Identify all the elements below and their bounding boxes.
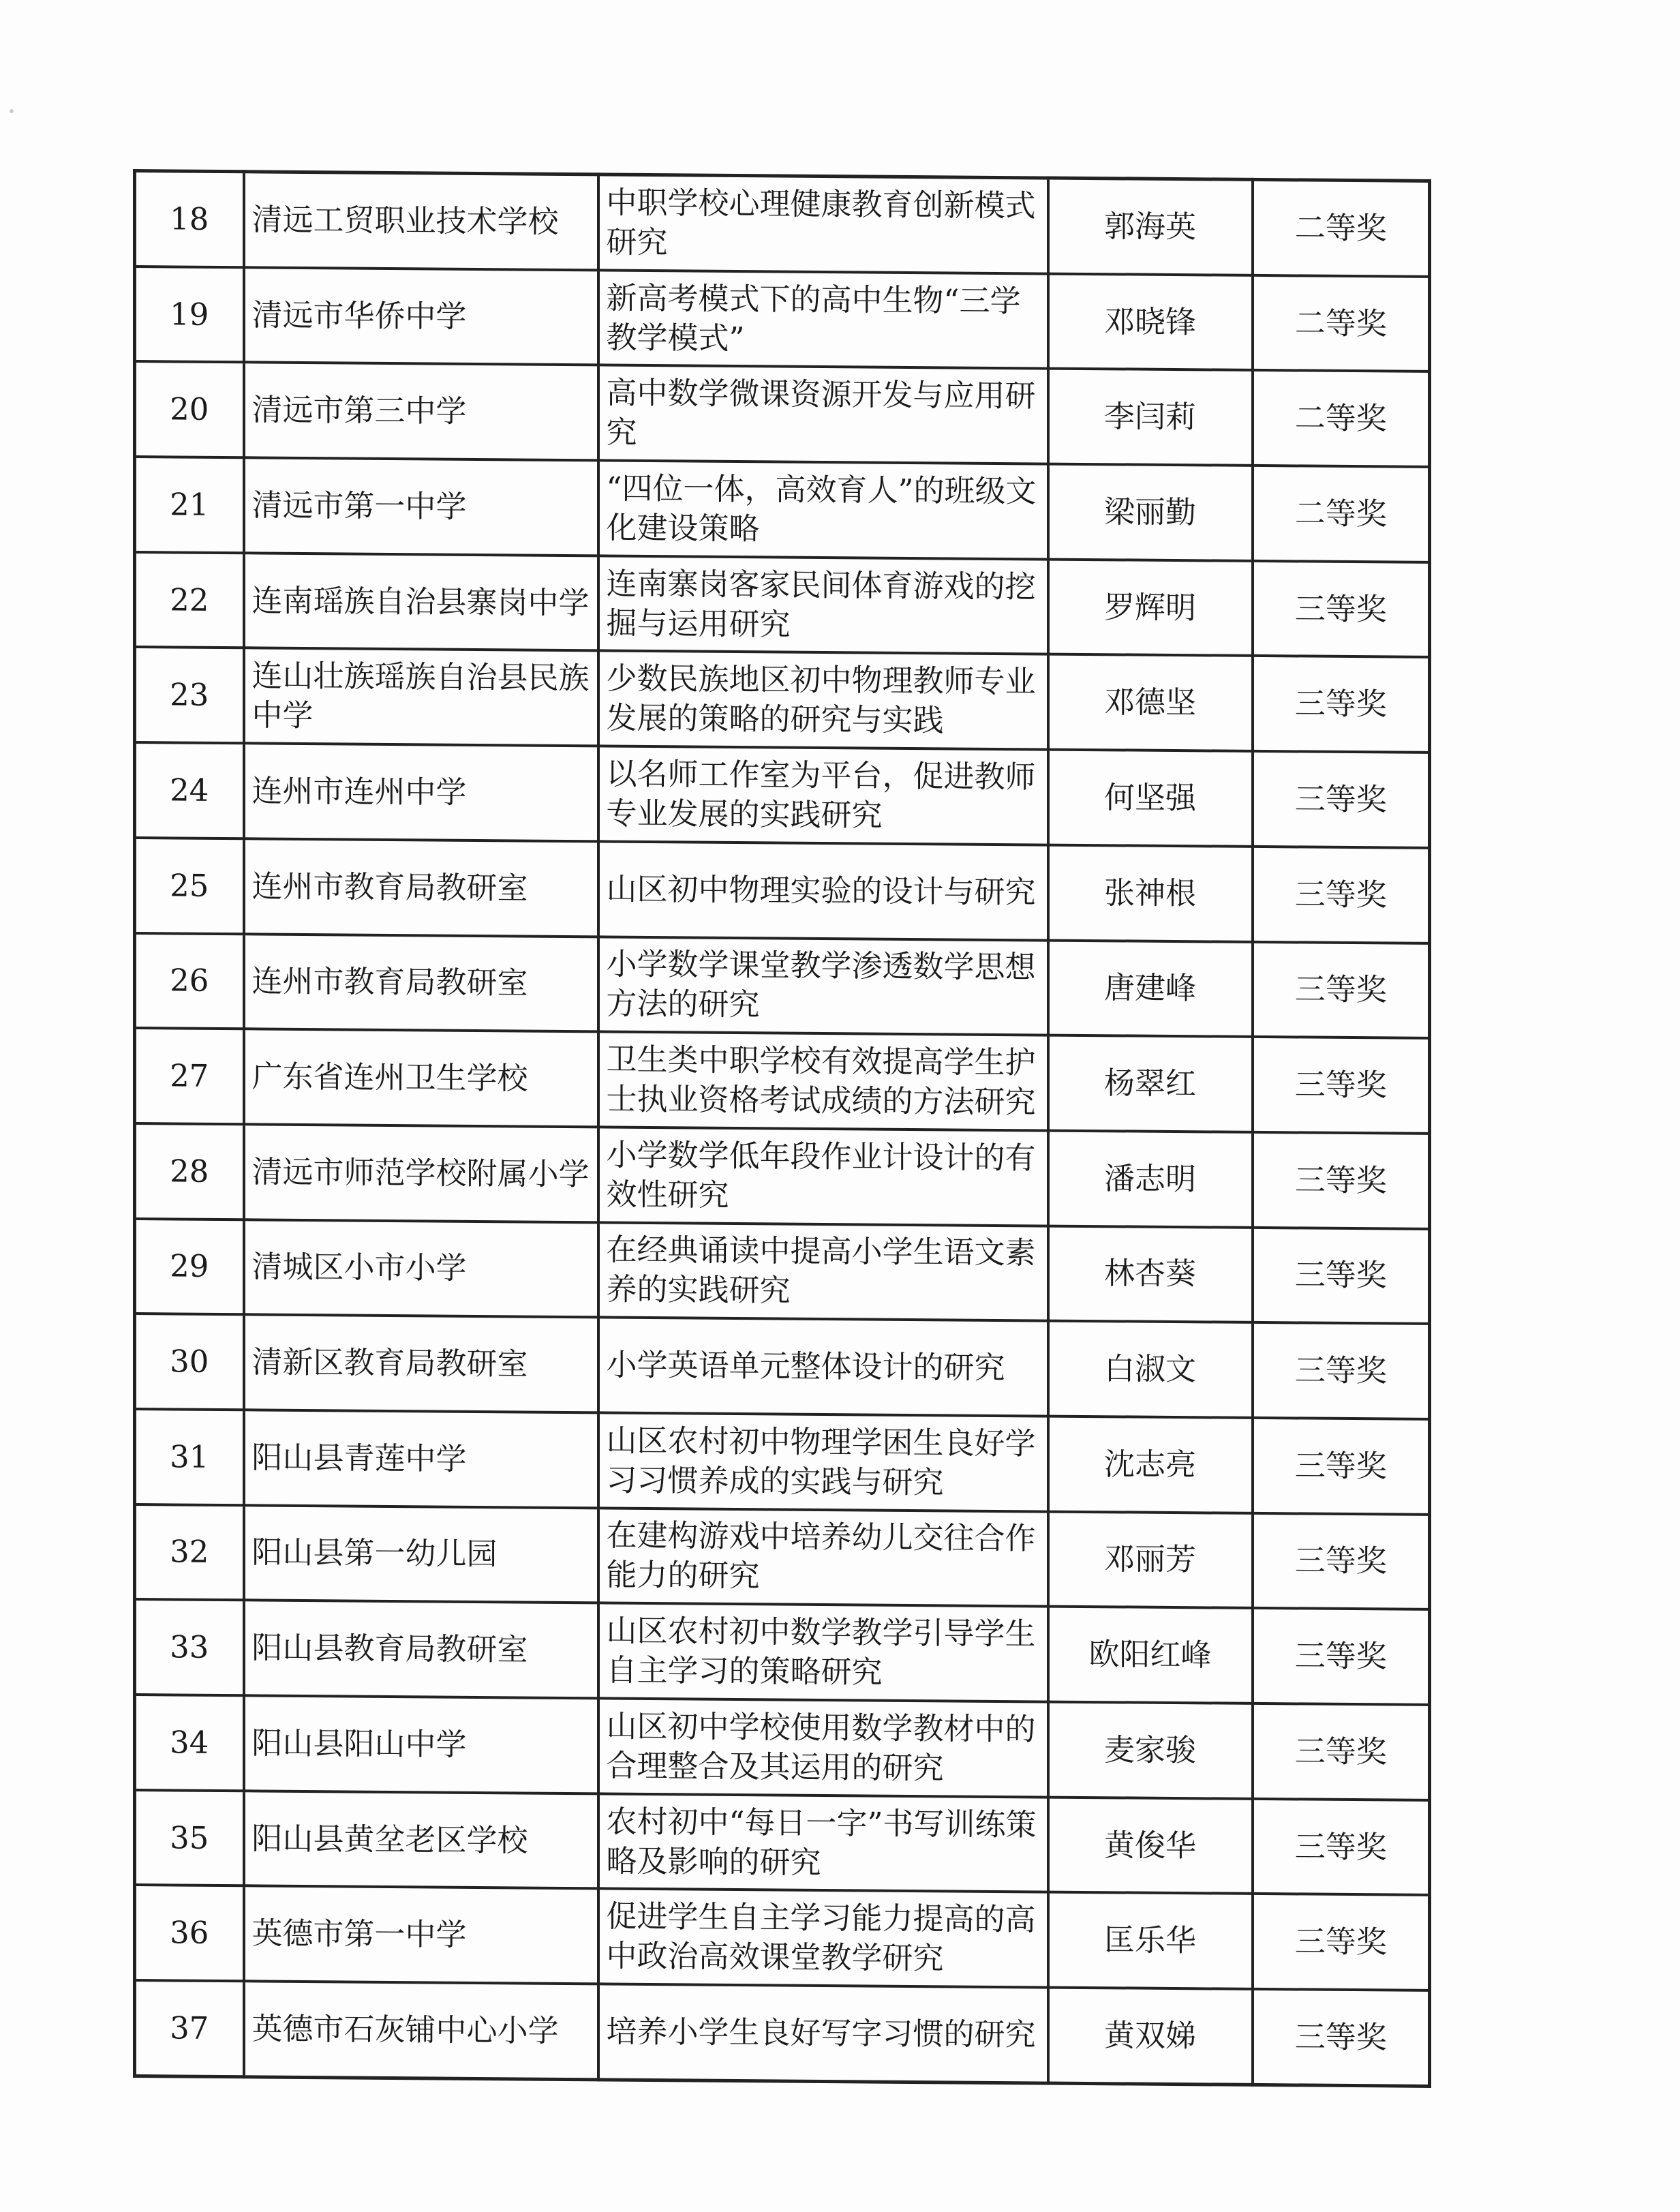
school-cell: 阳山县黄坌老区学校 [244,1791,598,1889]
award-cell: 三等奖 [1253,1894,1430,1990]
table-row [135,838,1430,943]
school-cell: 连州市连州中学 [244,743,598,841]
row-index-cell: 35 [135,1790,244,1886]
table-row [135,1409,1430,1515]
award-cell: 三等奖 [1253,656,1430,753]
row-index-cell: 19 [135,267,244,363]
row-index-cell: 29 [135,1219,244,1315]
author-cell: 欧阳红峰 [1048,1607,1253,1703]
table-row [135,647,1430,753]
awards-table-body [135,171,1430,2087]
project-title-cell: 少数民族地区初中物理教师专业发展的策略的研究与实践 [598,651,1048,750]
award-cell: 三等奖 [1253,1132,1430,1229]
award-cell: 三等奖 [1253,1703,1430,1800]
award-cell: 二等奖 [1253,179,1430,276]
project-title-cell: 农村初中“每日一字”书写训练策略及影响的研究 [598,1793,1048,1892]
row-index-cell: 23 [135,647,244,743]
author-cell: 白淑文 [1048,1321,1253,1418]
project-title-cell: 山区初中物理实验的设计与研究 [598,841,1048,940]
author-cell: 何坚强 [1048,750,1253,847]
project-title-cell: 山区农村初中物理学困生良好学习习惯养成的实践与研究 [598,1412,1048,1511]
row-index-cell: 28 [135,1123,244,1219]
school-cell: 清城区小市小学 [244,1219,598,1318]
author-cell: 杨翠红 [1048,1035,1253,1132]
row-index-cell: 18 [135,171,244,267]
table-row [135,1219,1430,1324]
award-cell: 三等奖 [1253,1608,1430,1705]
school-cell: 清远市师范学校附属小学 [244,1124,598,1222]
award-cell: 三等奖 [1253,1227,1430,1324]
row-index-cell: 32 [135,1504,244,1601]
project-title-cell: 小学英语单元整体设计的研究 [598,1318,1048,1416]
award-cell: 三等奖 [1253,1037,1430,1134]
award-cell: 三等奖 [1253,847,1430,943]
table-row [135,267,1430,372]
school-cell: 阳山县教育局教研室 [244,1601,598,1699]
table-row [135,457,1430,562]
school-cell: 连州市教育局教研室 [244,838,598,937]
author-cell: 罗辉明 [1048,559,1253,656]
author-cell: 邓德坚 [1048,654,1253,751]
project-title-cell: 培养小学生良好写字习惯的研究 [598,1984,1048,2082]
school-cell: 英德市石灰铺中心小学 [244,1981,598,2079]
table-row [135,1790,1430,1896]
row-index-cell: 30 [135,1314,244,1410]
author-cell: 林杏葵 [1048,1226,1253,1322]
school-cell: 连州市教育局教研室 [244,934,598,1032]
school-cell: 英德市第一中学 [244,1886,598,1984]
table-row [135,933,1430,1039]
school-cell: 清新区教育局教研室 [244,1315,598,1413]
project-title-cell: 以名师工作室为平台，促进教师专业发展的实践研究 [598,746,1048,845]
table-row [135,1504,1430,1610]
table-row [135,1314,1430,1419]
award-cell: 二等奖 [1253,466,1430,562]
row-index-cell: 22 [135,552,244,648]
award-cell: 三等奖 [1253,1799,1430,1896]
row-index-cell: 34 [135,1695,244,1791]
award-cell: 三等奖 [1253,1989,1430,2086]
row-index-cell: 21 [135,457,244,553]
author-cell: 郭海英 [1048,178,1253,275]
table-row [135,1028,1430,1134]
award-cell: 三等奖 [1253,941,1430,1038]
row-index-cell: 24 [135,742,244,838]
author-cell: 梁丽勤 [1048,464,1253,561]
author-cell: 黄俊华 [1048,1797,1253,1894]
school-cell: 清远市华侨中学 [244,267,598,365]
table-row [135,742,1430,848]
row-index-cell: 37 [135,1980,244,2076]
school-cell: 清远工贸职业技术学校 [244,172,598,270]
award-cell: 三等奖 [1253,1513,1430,1610]
author-cell: 匡乐华 [1048,1892,1253,1989]
school-cell: 阳山县青莲中学 [244,1410,598,1508]
award-cell: 三等奖 [1253,1418,1430,1515]
award-cell: 二等奖 [1253,370,1430,467]
author-cell: 邓晓锋 [1048,273,1253,370]
school-cell: 广东省连州卫生学校 [244,1029,598,1127]
table-row [135,171,1430,277]
table-row [135,1885,1430,1990]
table-row [135,361,1430,467]
table-row [135,552,1430,658]
school-cell: 清远市第一中学 [244,457,598,556]
author-cell: 张神根 [1048,845,1253,941]
row-index-cell: 36 [135,1885,244,1981]
project-title-cell: 山区农村初中数学教学引导学生 自主学习的策略研究 [598,1603,1048,1702]
school-cell: 阳山县阳山中学 [244,1695,598,1793]
project-title-cell: 在建构游戏中培养幼儿交往合作能力的研究 [598,1508,1048,1607]
author-cell: 唐建峰 [1048,940,1253,1037]
author-cell: 黄双娣 [1048,1988,1253,2085]
scan-speck [10,109,14,113]
author-cell: 潘志明 [1048,1130,1253,1227]
row-index-cell: 25 [135,838,244,934]
school-cell: 连南瑶族自治县寨岗中学 [244,553,598,651]
project-title-cell: 中职学校心理健康教育创新模式研究 [598,175,1048,273]
author-cell: 麦家骏 [1048,1702,1253,1799]
awards-table [133,169,1431,2088]
project-title-cell: “四位一体，高效育人”的班级文化建设策略 [598,460,1048,559]
row-index-cell: 27 [135,1028,244,1124]
project-title-cell: 连南寨岗客家民间体育游戏的挖掘与运用研究 [598,556,1048,654]
project-title-cell: 新高考模式下的高中生物“三学教学模式” [598,270,1048,369]
award-cell: 二等奖 [1253,275,1430,372]
award-cell: 三等奖 [1253,1322,1430,1419]
row-index-cell: 20 [135,361,244,457]
row-index-cell: 26 [135,933,244,1029]
row-index-cell: 31 [135,1409,244,1505]
award-cell: 三等奖 [1253,751,1430,848]
row-index-cell: 33 [135,1599,244,1695]
table-row [135,1599,1430,1705]
project-title-cell: 卫生类中职学校有效提高学生护士执业资格考试成绩的方法研究 [598,1032,1048,1131]
table-row [135,1123,1430,1229]
project-title-cell: 高中数学微课资源开发与应用研究 [598,365,1048,464]
project-title-cell: 山区初中学校使用数学教材中的合理整合及其运用的研究 [598,1698,1048,1797]
table-row [135,1980,1430,2086]
author-cell: 邓丽芳 [1048,1511,1253,1608]
project-title-cell: 促进学生自主学习能力提高的高中政治高效课堂教学研究 [598,1889,1048,1988]
school-cell: 连山壮族瑶族自治县民族中学 [244,648,598,746]
school-cell: 清远市第三中学 [244,363,598,461]
author-cell: 李闫莉 [1048,369,1253,466]
author-cell: 沈志亮 [1048,1416,1253,1513]
table-row [135,1695,1430,1800]
project-title-cell: 小学数学课堂教学渗透数学思想方法的研究 [598,937,1048,1035]
project-title-cell: 在经典诵读中提高小学生语文素养的实践研究 [598,1222,1048,1321]
award-cell: 三等奖 [1253,561,1430,658]
school-cell: 阳山县第一幼儿园 [244,1505,598,1603]
project-title-cell: 小学数学低年段作业计设计的有效性研究 [598,1127,1048,1226]
